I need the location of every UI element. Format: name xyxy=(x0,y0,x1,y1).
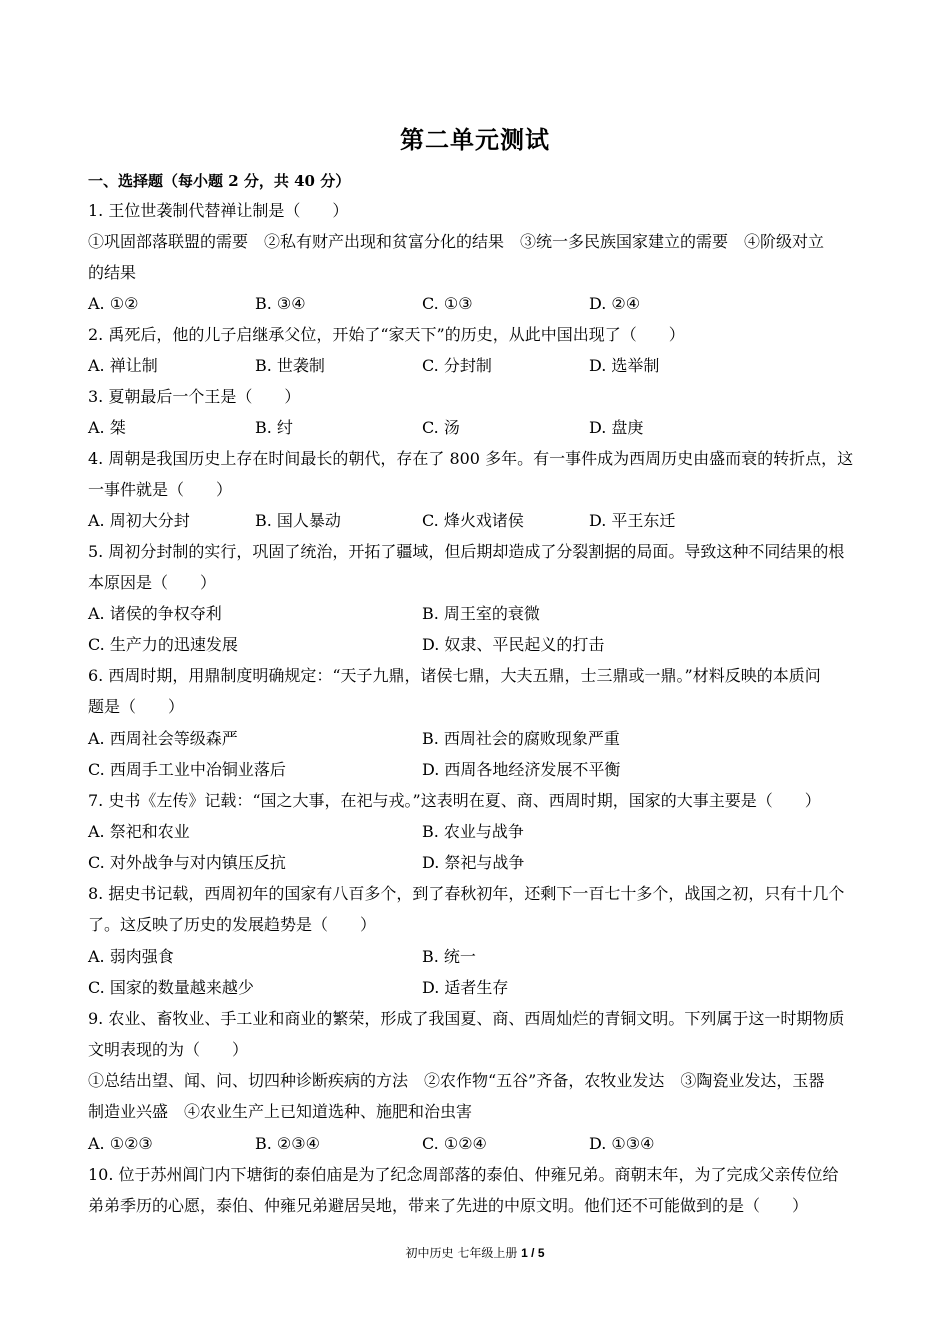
option-c: C. 对外战争与对内镇压反抗 xyxy=(88,853,286,872)
page-footer xyxy=(0,1244,950,1262)
question-stem: 弟弟季历的心愿，泰伯、仲雍兄弟避居吴地，带来了先进的中原文明。他们还不可能做到的是（ ） xyxy=(88,1196,809,1215)
option-d: D. 平王东迁 xyxy=(589,511,676,530)
option-b: B. ②③④ xyxy=(255,1134,320,1153)
option-a: A. 弱肉强食 xyxy=(88,947,174,966)
question-stem: 题是（ ） xyxy=(88,697,185,716)
option-d: D. 西周各地经济发展不平衡 xyxy=(422,760,621,779)
option-b: B. 国人暴动 xyxy=(255,511,341,530)
footer-subject: 初中历史 七年级上册 xyxy=(405,1246,522,1260)
option-a: A. 西周社会等级森严 xyxy=(88,729,238,748)
section-heading: 一、选择题（每小题 2 分，共 40 分） xyxy=(88,172,351,190)
option-b: B. 农业与战争 xyxy=(422,822,524,841)
option-c: C. 生产力的迅速发展 xyxy=(88,635,238,654)
option-a: A. 禅让制 xyxy=(88,356,158,375)
page-title: 第二单元测试 xyxy=(400,125,550,154)
question-stem: 文明表现的为（ ） xyxy=(88,1040,249,1059)
option-c: C. 国家的数量越来越少 xyxy=(88,978,254,997)
option-b: B. 统一 xyxy=(422,947,476,966)
option-d: D. 盘庚 xyxy=(589,418,644,437)
question-items: ①巩固部落联盟的需要 ②私有财产出现和贫富分化的结果 ③统一多民族国家建立的需要 ④阶级对立 xyxy=(88,232,825,251)
question-items: 的结果 xyxy=(88,263,137,282)
option-c: C. 汤 xyxy=(422,418,460,437)
option-a: A. ①②③ xyxy=(88,1134,153,1153)
option-c: C. 分封制 xyxy=(422,356,492,375)
question-stem: 10. 位于苏州阊门内下塘街的泰伯庙是为了纪念周部落的泰伯、仲雍兄弟。商朝末年，为了完成父亲传位给 xyxy=(88,1165,839,1184)
option-b: B. ③④ xyxy=(255,294,306,313)
question-items: ①总结出望、闻、问、切四种诊断疾病的方法 ②农作物“五谷”齐备，农牧业发达 ③陶瓷业发达，玉器 xyxy=(88,1071,825,1090)
question-stem: 1. 王位世袭制代替禅让制是（ ） xyxy=(88,201,349,220)
option-d: D. ①③④ xyxy=(589,1134,655,1153)
question-stem: 6. 西周时期，用鼎制度明确规定：“天子九鼎，诸侯七鼎，大夫五鼎，士三鼎或一鼎。”材料反映的本质问 xyxy=(88,666,821,685)
question-stem: 5. 周初分封制的实行，巩固了统治，开拓了疆域，但后期却造成了分裂割据的局面。导致这种不同结果的根 xyxy=(88,542,845,561)
footer-page-number: 1 / 5 xyxy=(521,1246,545,1260)
option-a: A. 诸侯的争权夺利 xyxy=(88,604,222,623)
question-stem: 8. 据史书记载，西周初年的国家有八百多个，到了春秋初年，还剩下一百七十多个，战国之初，只有十几个 xyxy=(88,884,845,903)
question-stem: 9. 农业、畜牧业、手工业和商业的繁荣，形成了我国夏、商、西周灿烂的青铜文明。下列属于这一时期物质 xyxy=(88,1009,845,1028)
option-d: D. 奴隶、平民起义的打击 xyxy=(422,635,605,654)
question-stem: 本原因是（ ） xyxy=(88,573,217,592)
option-a: A. 桀 xyxy=(88,418,126,437)
option-a: A. ①② xyxy=(88,294,139,313)
question-stem: 一事件就是（ ） xyxy=(88,480,233,499)
option-b: B. 西周社会的腐败现象严重 xyxy=(422,729,620,748)
option-b: B. 世袭制 xyxy=(255,356,325,375)
option-c: C. 西周手工业中冶铜业落后 xyxy=(88,760,286,779)
option-d: D. 选举制 xyxy=(589,356,660,375)
option-c: C. ①③ xyxy=(422,294,473,313)
question-stem: 7. 史书《左传》记载：“国之大事，在祀与戎。”这表明在夏、商、西周时期，国家的大事主要是（ ） xyxy=(88,791,821,810)
option-b: B. 周王室的衰微 xyxy=(422,604,540,623)
option-d: D. 适者生存 xyxy=(422,978,509,997)
option-b: B. 纣 xyxy=(255,418,293,437)
question-items: 制造业兴盛 ④农业生产上已知道选种、施肥和治虫害 xyxy=(88,1102,473,1121)
question-stem: 4. 周朝是我国历史上存在时间最长的朝代，存在了 800 多年。有一事件成为西周历史由盛而衰的转折点，这 xyxy=(88,449,854,468)
question-stem: 了。这反映了历史的发展趋势是（ ） xyxy=(88,915,377,934)
option-c: C. 烽火戏诸侯 xyxy=(422,511,524,530)
option-d: D. ②④ xyxy=(589,294,641,313)
option-c: C. ①②④ xyxy=(422,1134,487,1153)
option-a: A. 祭祀和农业 xyxy=(88,822,190,841)
question-stem: 3. 夏朝最后一个王是（ ） xyxy=(88,387,301,406)
option-a: A. 周初大分封 xyxy=(88,511,190,530)
option-d: D. 祭祀与战争 xyxy=(422,853,525,872)
question-stem: 2. 禹死后，他的儿子启继承父位，开始了“家天下”的历史，从此中国出现了（ ） xyxy=(88,325,685,344)
